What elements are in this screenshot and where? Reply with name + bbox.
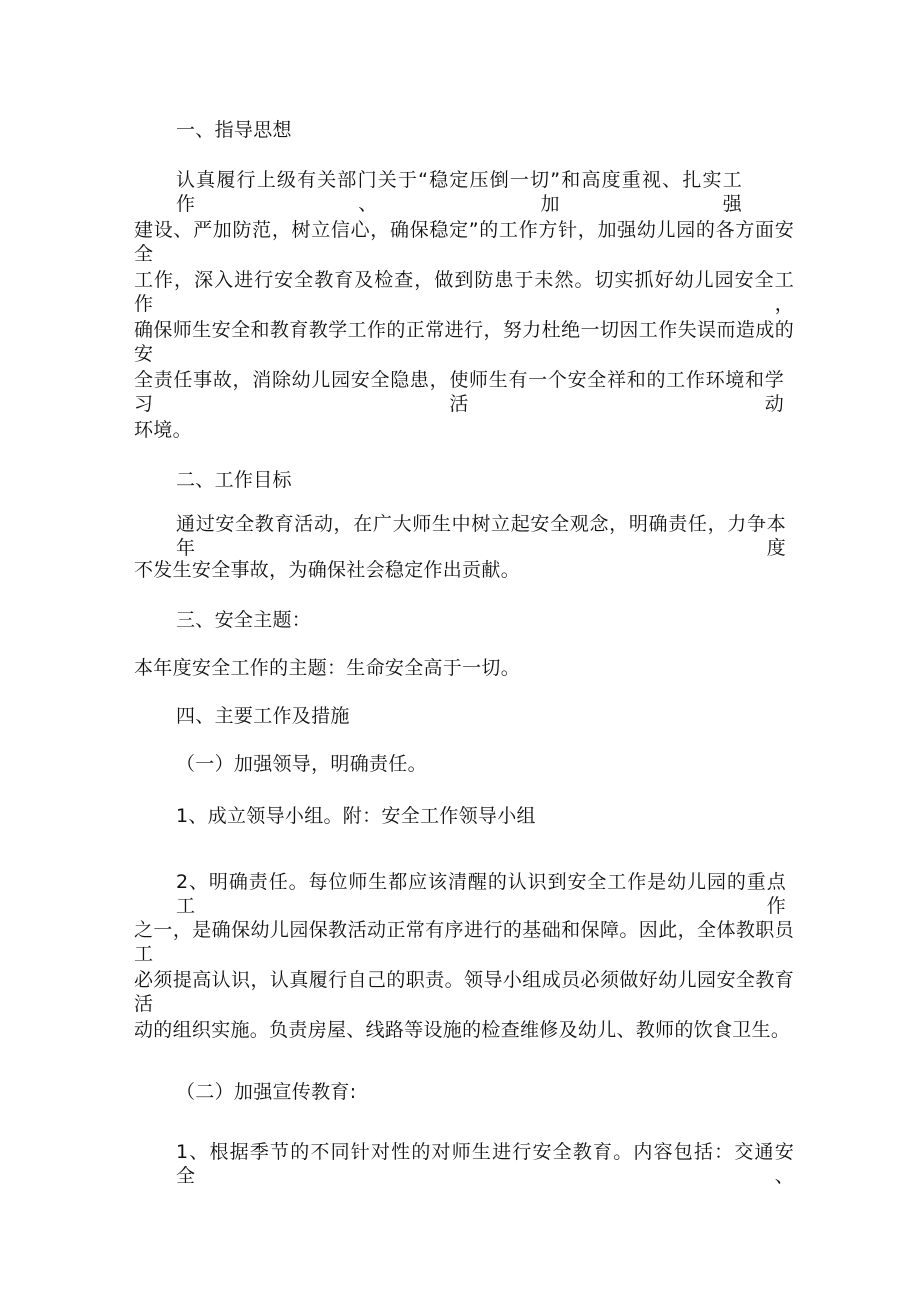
subsection-heading: （一）加强领导，明确责任。: [176, 753, 427, 775]
paragraph-line: 1、根据季节的不同针对性的对师生进行安全教育。内容包括：交通安全、: [176, 1141, 794, 1187]
paragraph-line: 环境。: [134, 419, 192, 441]
section-heading-2: 二、工作目标: [176, 469, 292, 491]
paragraph-line: 2、明确责任。每位师生都应该清醒的认识到安全工作是幼儿园的重点工作: [176, 871, 786, 917]
paragraph-line: 必须提高认识，认真履行自己的职责。领导小组成员必须做好幼儿园安全教育活: [134, 969, 794, 1015]
paragraph-line: 本年度安全工作的主题：生命安全高于一切。: [134, 657, 521, 679]
subsection-heading: （二）加强宣传教育:: [176, 1081, 357, 1103]
paragraph-line: 全责任事故，消除幼儿园安全隐患，使师生有一个安全祥和的工作环境和学习活动: [134, 369, 784, 415]
paragraph-line: 通过安全教育活动，在广大师生中树立起安全观念，明确责任，力争本年度: [176, 513, 786, 559]
paragraph-line: 之一，是确保幼儿园保教活动正常有序进行的基础和保障。因此，全体教职员工: [134, 919, 794, 965]
paragraph-line: 动的组织实施。负责房屋、线路等设施的检查维修及幼儿、教师的饮食卫生。: [134, 1019, 791, 1041]
section-heading-1: 一、指导思想: [176, 119, 292, 141]
paragraph-line: 建设、严加防范，树立信心，确保稳定”的工作方针，加强幼儿园的各方面安全: [134, 219, 794, 265]
paragraph-line: 不发生安全事故，为确保社会稳定作出贡献。: [134, 559, 521, 581]
paragraph-line: 工作，深入进行安全教育及检查，做到防患于未然。切实抓好幼儿园安全工作，: [134, 269, 794, 315]
paragraph-line: 认真履行上级有关部门关于“稳定压倒一切”和高度重视、扎实工作、加强: [176, 169, 742, 215]
list-item: 1、成立领导小组。附：安全工作领导小组: [176, 805, 536, 827]
section-heading-3: 三、安全主题：: [176, 609, 312, 631]
section-heading-4: 四、主要工作及措施: [176, 705, 350, 727]
paragraph-line: 确保师生安全和教育教学工作的正常进行，努力杜绝一切因工作失误而造成的安: [134, 319, 794, 365]
